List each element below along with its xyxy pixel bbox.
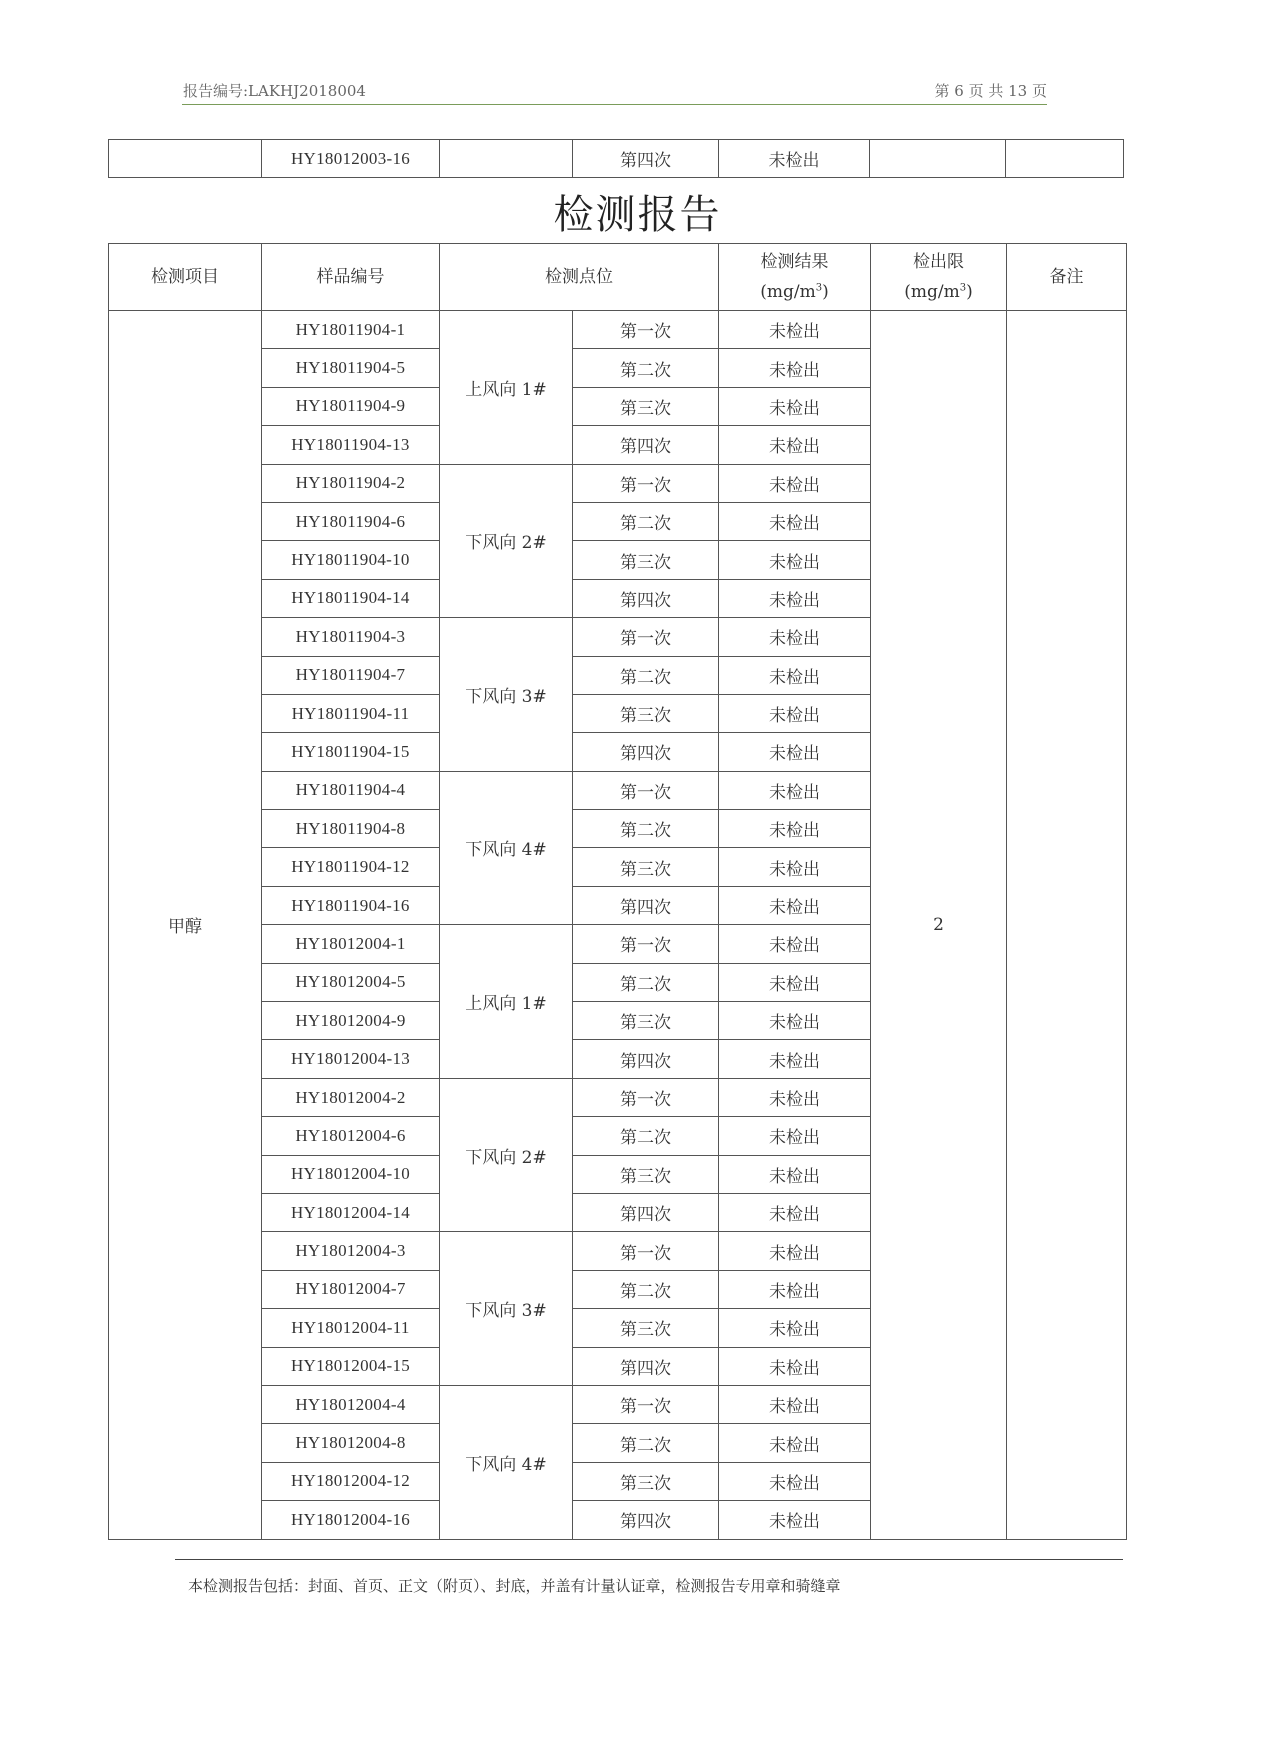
- col-header-sample: 样品编号: [262, 244, 440, 311]
- time-cell: 第四次: [573, 426, 719, 464]
- time-cell: 第四次: [573, 1193, 719, 1231]
- result-cell: 未检出: [719, 349, 871, 387]
- time-cell: 第二次: [573, 1424, 719, 1462]
- result-cell: 未检出: [719, 1232, 871, 1270]
- result-cell: 未检出: [719, 771, 871, 809]
- time-cell: 第四次: [573, 579, 719, 617]
- point-cell: 上风向 1#: [440, 311, 573, 465]
- result-cell: 未检出: [719, 311, 871, 349]
- time-cell: 第一次: [573, 1078, 719, 1116]
- result-cell: 未检出: [719, 1501, 871, 1539]
- point-cell: 下风向 4#: [440, 771, 573, 925]
- result-cell: 未检出: [719, 426, 871, 464]
- result-cell: 未检出: [719, 387, 871, 425]
- sample-id-cell: HY18012004-7: [262, 1270, 440, 1308]
- time-cell: 第二次: [573, 963, 719, 1001]
- sample-id-cell: HY18012004-4: [262, 1385, 440, 1423]
- sample-id-cell: HY18012004-15: [262, 1347, 440, 1385]
- result-cell: 未检出: [719, 140, 870, 178]
- time-cell: 第三次: [573, 694, 719, 732]
- time-cell: 第四次: [573, 1040, 719, 1078]
- time-cell: 第二次: [573, 810, 719, 848]
- sample-id-cell: HY18011904-10: [262, 541, 440, 579]
- time-cell: 第一次: [573, 1232, 719, 1270]
- time-cell: 第四次: [573, 1501, 719, 1539]
- point-cell: 下风向 3#: [440, 618, 573, 772]
- time-cell: 第四次: [573, 140, 719, 178]
- result-cell: 未检出: [719, 579, 871, 617]
- result-cell: 未检出: [719, 1078, 871, 1116]
- point-cell: 下风向 3#: [440, 1232, 573, 1386]
- result-cell: 未检出: [719, 1155, 871, 1193]
- result-cell: 未检出: [719, 464, 871, 502]
- sample-id-cell: HY18011904-5: [262, 349, 440, 387]
- point-cell: 下风向 2#: [440, 464, 573, 618]
- sample-id-cell: HY18012004-10: [262, 1155, 440, 1193]
- time-cell: 第一次: [573, 311, 719, 349]
- sample-id-cell: HY18012004-1: [262, 925, 440, 963]
- time-cell: 第一次: [573, 464, 719, 502]
- result-cell: 未检出: [719, 1462, 871, 1500]
- sample-id-cell: HY18011904-11: [262, 694, 440, 732]
- sample-id-cell: HY18011904-14: [262, 579, 440, 617]
- result-cell: 未检出: [719, 925, 871, 963]
- result-cell: 未检出: [719, 502, 871, 540]
- sample-id-cell: HY18011904-12: [262, 848, 440, 886]
- col-header-result-label: 检测结果: [760, 252, 829, 273]
- time-cell: 第四次: [573, 1347, 719, 1385]
- result-cell: 未检出: [719, 1347, 871, 1385]
- sample-id-cell: HY18011904-15: [262, 733, 440, 771]
- item-name-cell: 甲醇: [109, 311, 262, 1540]
- item-cell: [109, 140, 262, 178]
- limit-value-cell: 2: [871, 311, 1007, 1540]
- sample-id-cell: HY18012003-16: [262, 140, 440, 178]
- sample-id-cell: HY18011904-8: [262, 810, 440, 848]
- col-header-point: 检测点位: [440, 244, 719, 311]
- detection-results-table: [108, 243, 1127, 1540]
- result-cell: 未检出: [719, 541, 871, 579]
- sample-id-cell: HY18012004-13: [262, 1040, 440, 1078]
- time-cell: 第三次: [573, 387, 719, 425]
- sample-id-cell: HY18011904-3: [262, 618, 440, 656]
- time-cell: 第二次: [573, 1270, 719, 1308]
- sample-id-cell: HY18011904-13: [262, 426, 440, 464]
- result-cell: 未检出: [719, 886, 871, 924]
- result-cell: 未检出: [719, 810, 871, 848]
- table-row: [109, 311, 1127, 349]
- result-cell: 未检出: [719, 1309, 871, 1347]
- time-cell: 第二次: [573, 1117, 719, 1155]
- col-header-limit-unit: $(mg/m^3)$: [904, 281, 973, 302]
- sample-id-cell: HY18011904-6: [262, 502, 440, 540]
- col-header-limit-label: 检出限: [913, 252, 964, 273]
- time-cell: 第一次: [573, 1385, 719, 1423]
- col-header-item: 检测项目: [109, 244, 262, 311]
- page-title: 检测报告: [553, 192, 722, 238]
- result-cell: 未检出: [719, 1002, 871, 1040]
- sample-id-cell: HY18011904-4: [262, 771, 440, 809]
- col-header-limit: [871, 244, 1007, 311]
- remark-cell: [1007, 311, 1127, 1540]
- time-cell: 第二次: [573, 502, 719, 540]
- header-divider: [182, 104, 1047, 105]
- footer-note: 本检测报告包括：封面、首页、正文（附页）、封底，并盖有计量认证章，检测报告专用章和骑缝章: [188, 1577, 841, 1595]
- time-cell: 第三次: [573, 1002, 719, 1040]
- result-cell: 未检出: [719, 1117, 871, 1155]
- col-header-result-unit: $(mg/m^3)$: [760, 281, 829, 302]
- sample-id-cell: HY18012004-8: [262, 1424, 440, 1462]
- sample-id-cell: HY18011904-1: [262, 311, 440, 349]
- sample-id-cell: HY18012004-12: [262, 1462, 440, 1500]
- table-header-row: [109, 244, 1127, 311]
- report-number: 报告编号:LAKHJ2018004: [183, 82, 366, 100]
- sample-id-cell: HY18012004-5: [262, 963, 440, 1001]
- result-cell: 未检出: [719, 733, 871, 771]
- time-cell: 第三次: [573, 541, 719, 579]
- sample-id-cell: HY18012004-2: [262, 1078, 440, 1116]
- time-cell: 第一次: [573, 925, 719, 963]
- time-cell: 第三次: [573, 1309, 719, 1347]
- result-cell: 未检出: [719, 1424, 871, 1462]
- result-cell: 未检出: [719, 1385, 871, 1423]
- sample-id-cell: HY18012004-11: [262, 1309, 440, 1347]
- time-cell: 第三次: [573, 848, 719, 886]
- col-header-result: [719, 244, 871, 311]
- result-cell: 未检出: [719, 656, 871, 694]
- sample-id-cell: HY18011904-9: [262, 387, 440, 425]
- footer-divider: [175, 1559, 1123, 1560]
- sample-id-cell: HY18011904-2: [262, 464, 440, 502]
- sample-id-cell: HY18012004-6: [262, 1117, 440, 1155]
- result-cell: 未检出: [719, 1270, 871, 1308]
- time-cell: 第四次: [573, 886, 719, 924]
- page-info: 第 6 页 共 13 页: [934, 82, 1047, 100]
- result-cell: 未检出: [719, 694, 871, 732]
- time-cell: 第二次: [573, 656, 719, 694]
- time-cell: 第三次: [573, 1155, 719, 1193]
- result-cell: 未检出: [719, 1040, 871, 1078]
- sample-id-cell: HY18012004-16: [262, 1501, 440, 1539]
- point-cell: 上风向 1#: [440, 925, 573, 1079]
- result-cell: 未检出: [719, 1193, 871, 1231]
- remark-cell: [1006, 140, 1124, 178]
- sample-id-cell: HY18012004-14: [262, 1193, 440, 1231]
- sample-id-cell: HY18011904-16: [262, 886, 440, 924]
- sample-id-cell: HY18012004-3: [262, 1232, 440, 1270]
- time-cell: 第三次: [573, 1462, 719, 1500]
- time-cell: 第一次: [573, 771, 719, 809]
- result-cell: 未检出: [719, 848, 871, 886]
- result-cell: 未检出: [719, 618, 871, 656]
- point-cell: 下风向 4#: [440, 1385, 573, 1539]
- col-header-remark: 备注: [1007, 244, 1127, 311]
- time-cell: 第二次: [573, 349, 719, 387]
- time-cell: 第四次: [573, 733, 719, 771]
- time-cell: 第一次: [573, 618, 719, 656]
- point-cell: [440, 140, 573, 178]
- result-cell: 未检出: [719, 963, 871, 1001]
- sample-id-cell: HY18011904-7: [262, 656, 440, 694]
- previous-page-continuation-table: [108, 139, 1124, 178]
- sample-id-cell: HY18012004-9: [262, 1002, 440, 1040]
- limit-cell: [870, 140, 1006, 178]
- point-cell: 下风向 2#: [440, 1078, 573, 1232]
- table-row: [109, 140, 1124, 178]
